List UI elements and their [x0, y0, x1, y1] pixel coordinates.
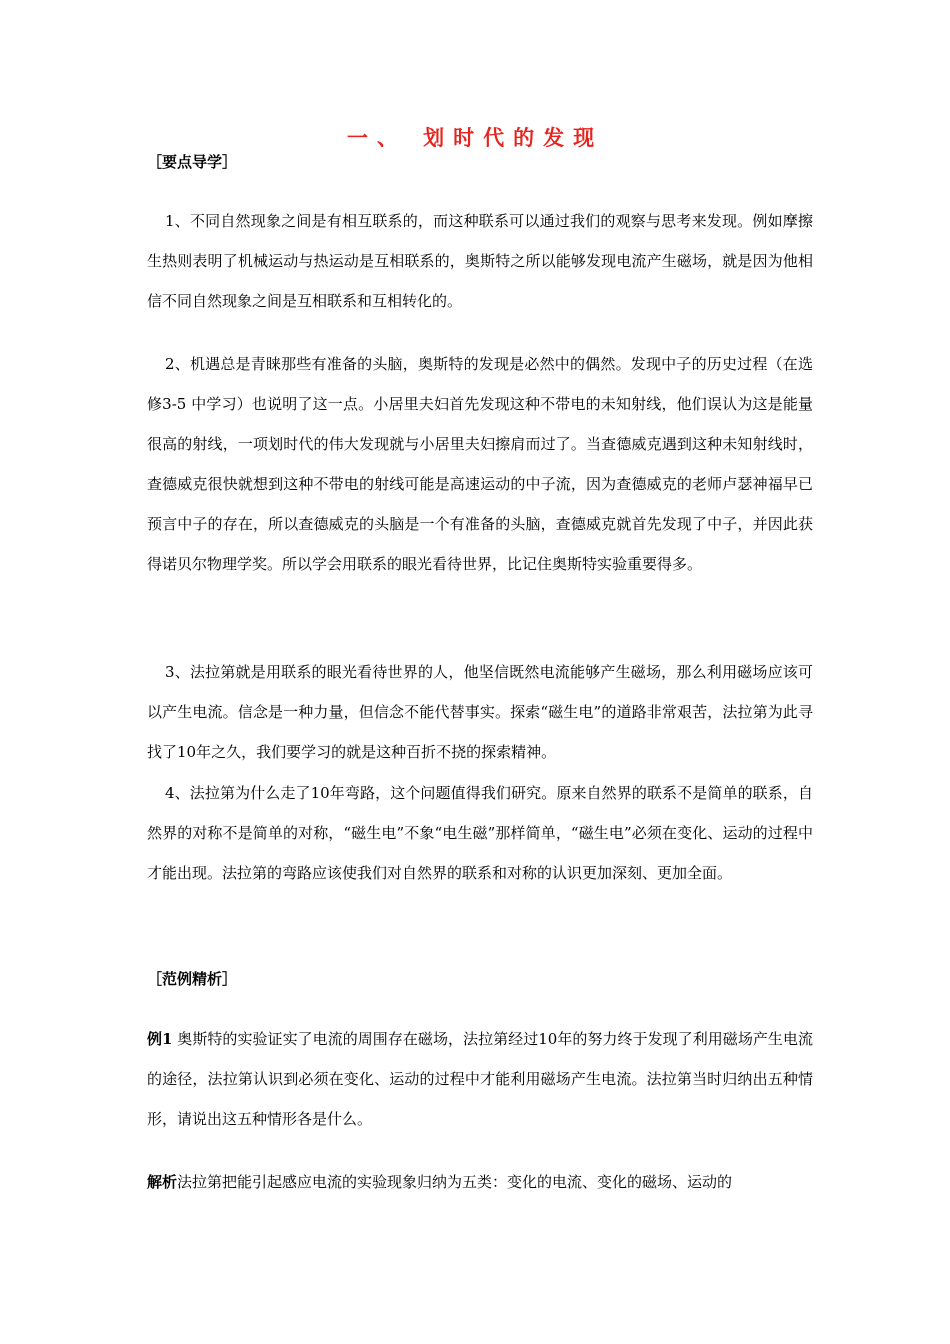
- point-number: 4: [165, 784, 175, 802]
- example-1-paragraph: [147, 1019, 813, 1139]
- point-text: 、法拉第为什么走了10年弯路，这个问题值得我们研究。原来自然界的联系不是简单的联系，自然界的对称不是简单的对称，“磁生电”不象“电生磁”那样简单，“磁生电”必须在变化、运动的过程中才能出现。法拉第的弯路应该使我们对自然界的联系和对称的认识更加深刻、更加全面。: [147, 784, 813, 882]
- key-points-heading: ［要点导学］: [147, 153, 238, 171]
- point-paragraph-4: [147, 773, 813, 893]
- point-text: 、不同自然现象之间是有相互联系的，而这种联系可以通过我们的观察与思考来发现。例如摩擦生热则表明了机械运动与热运动是互相联系的，奥斯特之所以能够发现电流产生磁场，就是因为他相信不同自然现象之间是互相联系和互相转化的。: [147, 212, 813, 310]
- example-text: 奥斯特的实验证实了电流的周围存在磁场，法拉第经过10年的努力终于发现了利用磁场产生电流的途径，法拉第认识到必须在变化、运动的过程中才能利用磁场产生电流。法拉第当时归纳出五种情形，请说出这五种情形各是什么。: [147, 1030, 814, 1128]
- page-title: 一、 划时代的发现: [346, 126, 604, 150]
- point-number: 3: [165, 663, 175, 681]
- example-label: 例1: [147, 1030, 173, 1048]
- point-text: 、法拉第就是用联系的眼光看待世界的人，他坚信既然电流能够产生磁场，那么利用磁场应该可以产生电流。信念是一种力量，但信念不能代替事实。探索“磁生电”的道路非常艰苦，法拉第为此寻找了10年之久，我们要学习的就是这种百折不挠的探索精神。: [147, 663, 813, 761]
- point-number: 2: [165, 355, 175, 373]
- analysis-text: 法拉第把能引起感应电流的实验现象归纳为五类：变化的电流、变化的磁场、运动的: [177, 1173, 733, 1191]
- point-paragraph-3: [147, 652, 813, 772]
- point-paragraph-2: [147, 344, 813, 584]
- point-text: 、机遇总是青睐那些有准备的头脑，奥斯特的发现是必然中的偶然。发现中子的历史过程（在选修3-5 中学习）也说明了这一点。小居里夫妇首先发现这种不带电的未知射线，他们误认为这是能量很高的射线，一项划时代的伟大发现就与小居里夫妇擦肩而过了。当查德威克遇到这种未知射线时，查德威克很快就想到这种不带电的射线可能是高速运动的中子流，因为查德威克的老师卢瑟神福早已预言中子的存在，所以查德威克的头脑是一个有准备的头脑，查德威克就首先发现了中子，并因此获得诺贝尔物理学奖。所以学会用联系的眼光看待世界，比记住奥斯特实验重要得多。: [147, 355, 813, 573]
- analysis-paragraph: [147, 1162, 813, 1202]
- examples-heading: ［范例精析］: [147, 970, 238, 988]
- analysis-label: 解析: [147, 1173, 178, 1191]
- point-number: 1: [165, 212, 175, 230]
- point-paragraph-1: [147, 201, 813, 321]
